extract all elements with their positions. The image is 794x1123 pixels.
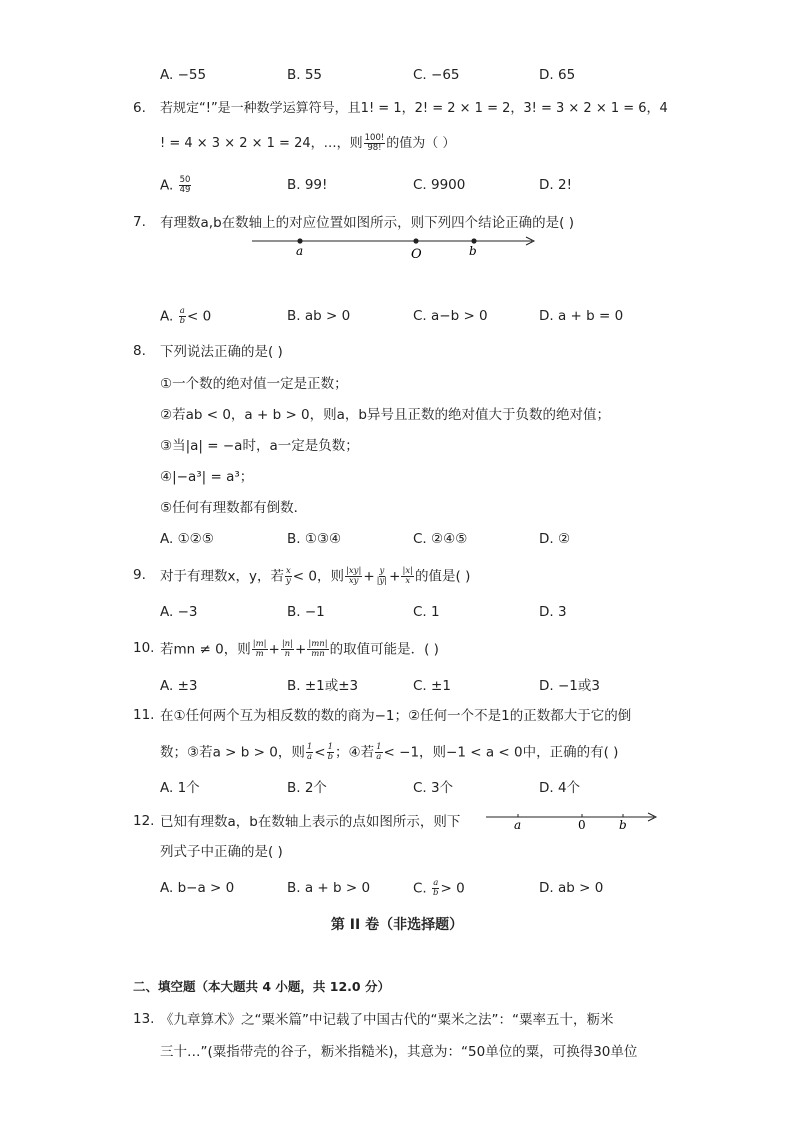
q8-statement-5: ⑤任何有理数都有倒数． [160,500,308,516]
q7-text: 有理数a,b在数轴上的对应位置如图所示，则下列四个结论正确的是( ) [160,215,574,231]
q7-option-a-denominator: b [179,316,186,326]
q10-text-2: 的取值可能是．( ) [329,641,439,658]
q9-plus-1: + [363,568,375,585]
q11-frac-1 [306,743,313,762]
q9-frac-4-denominator: x [405,576,411,586]
q10-frac-2-numerator: |n| [281,639,294,649]
q7-label-a: a [296,244,304,258]
q6-option-b: B. 99! [287,177,328,193]
q9-text-2: < 0，则 [292,568,344,585]
q6-frac-numerator: 100! [364,133,385,143]
q11-line1: 在①任何两个互为相反数的数的商为−1；②任何一个不是1的正数都大于它的倒 [160,708,632,724]
q9-text [160,567,470,586]
q5-option-b: B. 55 [287,67,323,83]
q10-option-c: C. ±1 [413,678,451,694]
q9-number: 9. [133,567,146,583]
q13-line1: 《九章算术》之“粟米篇”中记载了中国古代的“粟米之法”：“粟率五十，粝米 [160,1012,614,1028]
q12-label-o: 0 [578,818,586,832]
q7-option-a [160,307,211,326]
q10-frac-2-denominator: n [284,649,291,659]
q5-option-d: D. 65 [539,67,576,83]
q9-frac-1-denominator: y [285,576,291,586]
q11-line2-a: 数；③若a > b > 0，则 [160,744,305,761]
q9-frac-3 [376,567,389,586]
q11-frac-3-denominator: a [376,752,382,762]
q6-option-a-numerator: 50 [179,175,191,185]
q8-statement-4: ④|−a³| = a³； [160,469,254,485]
q9-plus-2: + [389,568,401,585]
q11-option-b: B. 2个 [287,780,327,796]
q7-label-o: O [411,247,422,262]
q7-point-b [471,238,476,243]
q9-option-d: D. 3 [539,604,567,620]
q11-frac-1-denominator: a [307,752,313,762]
q10-text-1: 若mn ≠ 0，则 [160,641,251,658]
q7-number-line [250,232,542,262]
q13-line2: 三十…”(粟指带壳的谷子，粝米指糙米)，其意为：“50单位的粟，可换得30单位 [160,1044,638,1060]
q12-number: 12. [133,813,155,829]
q12-option-c-numerator: a [433,878,439,888]
q6-line2-a: ! = 4 × 3 × 2 × 1 = 24，…，则 [160,136,363,151]
part-2-title: 第 II 卷（非选择题） [330,917,464,933]
q8-text: 下列说法正确的是( ) [160,344,283,360]
q6-line2-b: 的值为（ ） [386,136,456,151]
q9-frac-3-numerator: y [379,566,385,576]
q10-frac-3-numerator: |mn| [308,639,328,649]
q11-frac-2 [327,743,334,762]
q7-option-d: D. a + b = 0 [539,308,624,324]
q10-frac-3-denominator: mn [311,649,325,659]
q8-statement-3: ③当|a| = −a时，a一定是负数； [160,438,359,454]
q6-frac-denominator: 98! [367,143,382,153]
q9-frac-1-numerator: x [285,566,291,576]
q12-option-d: D. ab > 0 [539,880,604,896]
q9-frac-3-denominator: |y| [376,576,388,586]
q12-option-c [413,879,465,898]
q7-option-a-numerator: a [179,306,185,316]
q8-option-b: B. ①③④ [287,531,342,547]
q6-fraction [364,134,386,153]
q8-option-c: C. ②④⑤ [413,531,468,547]
q7-option-a-fraction [179,307,186,326]
q7-option-a-rest: < 0 [187,308,212,325]
q12-number-line [484,808,660,834]
q6-option-a-denominator: 49 [179,185,191,195]
q11-frac-3-numerator: 1 [376,742,382,752]
q10-frac-2 [281,640,294,659]
q5-option-a: A. −55 [160,67,207,83]
q11-number: 11. [133,707,155,723]
q9-text-1: 对于有理数x，y，若 [160,568,284,585]
q9-frac-2-numerator: |xy| [346,566,362,576]
q9-frac-2-denominator: xy [348,576,359,586]
q6-line2 [160,134,455,153]
q8-option-d: D. ② [539,531,571,547]
q10-frac-3 [307,640,328,659]
q12-label-b: b [619,818,627,832]
q10-option-d: D. −1或3 [539,678,600,694]
q8-option-a: A. ①②⑤ [160,531,214,547]
q8-statement-1: ①一个数的绝对值一定是正数； [160,376,348,392]
q12-label-a: a [514,818,522,832]
q12-option-c-denominator: b [433,888,439,898]
q11-frac-1-numerator: 1 [306,742,313,752]
q11-frac-2-numerator: 1 [327,742,333,752]
q9-frac-4-numerator: |x| [402,566,414,576]
q9-option-b: B. −1 [287,604,325,620]
q11-option-d: D. 4个 [539,780,581,796]
q12-option-c-rest: > 0 [440,880,465,897]
q10-plus-1: + [268,641,280,658]
q7-option-a-label: A. [160,308,174,325]
q11-option-c: C. 3个 [413,780,454,796]
q10-frac-1-denominator: m [255,649,264,659]
q7-option-c: C. a−b > 0 [413,308,488,324]
q11-line2 [160,743,618,762]
q7-point-o [413,238,418,243]
q12-option-b: B. a + b > 0 [287,880,371,896]
q9-frac-1 [285,567,292,586]
q11-frac-3 [375,743,382,762]
q7-option-b: B. ab > 0 [287,308,351,324]
q9-option-a: A. −3 [160,604,198,620]
q9-text-3: 的值是( ) [415,568,471,585]
q13-number: 13. [133,1011,155,1027]
q10-option-b: B. ±1或±3 [287,678,359,694]
q6-option-a-label: A. [160,177,174,194]
q10-frac-1 [252,640,268,659]
q12-line2: 列式子中正确的是( ) [160,844,283,860]
q11-line2-b: ；④若 [335,744,375,761]
q11-line2-c: < −1，则−1 < a < 0中，正确的有( ) [383,744,619,761]
q7-number: 7. [133,214,146,230]
q7-label-b: b [469,244,477,258]
q8-statement-2: ②若ab < 0，a + b > 0，则a，b异号且正数的绝对值大于负数的绝对值； [160,407,610,423]
q5-option-c: C. −65 [413,67,460,83]
q12-option-c-label: C. [413,880,427,897]
section-2-title: 二、填空题（本大题共 4 小题，共 12.0 分） [133,979,390,994]
q11-option-a: A. 1个 [160,780,200,796]
q6-line1: 若规定“!”是一种数学运算符号，且1! = 1，2! = 2 × 1 = 2，3! = 3 × 2 × 1 = 6，4 [160,101,668,116]
q10-text [160,640,439,659]
q12-option-c-fraction [432,879,439,898]
q9-frac-2 [345,567,362,586]
q9-option-c: C. 1 [413,604,440,620]
q10-frac-1-numerator: |m| [252,639,267,649]
q6-option-c: C. 9900 [413,177,466,193]
q11-frac-2-denominator: b [327,752,334,762]
q7-point-a [297,238,302,243]
q6-option-a [160,176,192,195]
q11-less-than: < [314,744,326,761]
q12-line1: 已知有理数a，b在数轴上表示的点如图所示，则下 [160,814,461,830]
q10-option-a: A. ±3 [160,678,198,694]
q9-frac-4 [401,567,414,586]
q12-option-a: A. b−a > 0 [160,880,235,896]
q6-option-d: D. 2! [539,177,572,193]
q6-option-a-fraction [179,176,192,195]
q10-number: 10. [133,640,155,656]
q10-plus-2: + [295,641,307,658]
q8-number: 8. [133,343,146,359]
q6-number: 6. [133,100,146,116]
